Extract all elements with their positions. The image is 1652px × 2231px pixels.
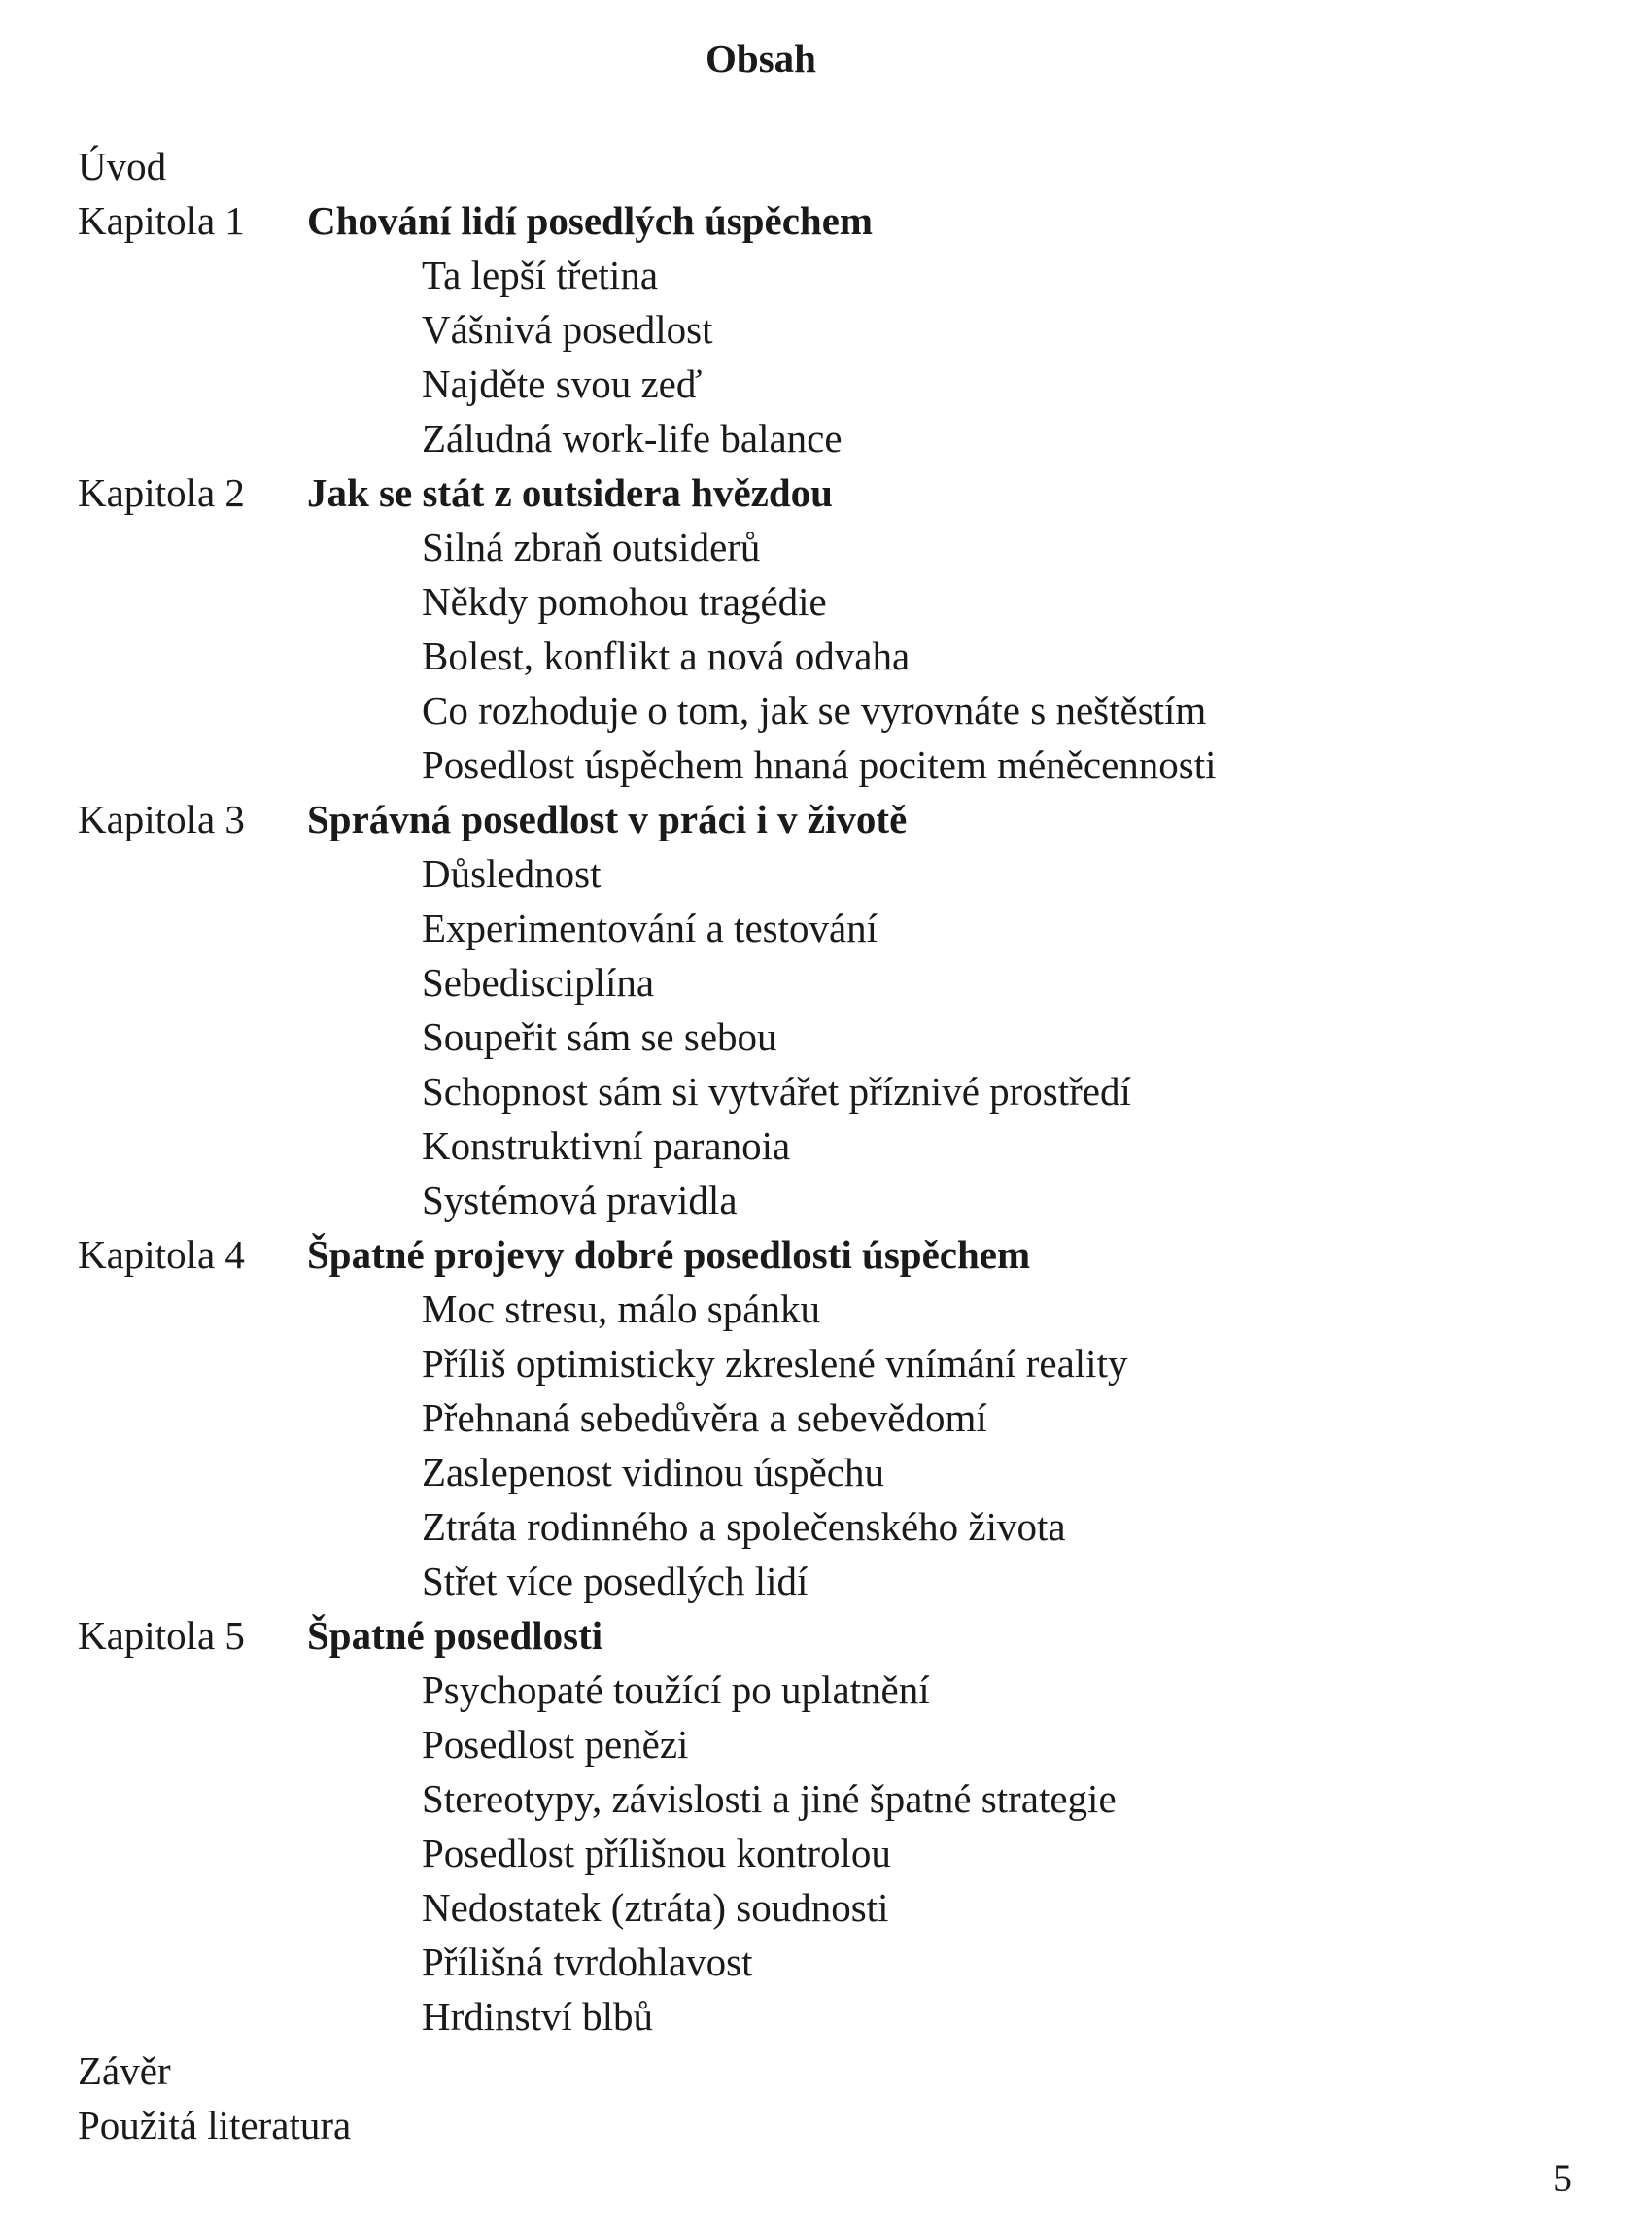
toc-section-row <box>78 1064 1535 1118</box>
toc-section-row <box>78 1663 1535 1717</box>
section-title: Moc stresu, málo spánku <box>422 1287 820 1331</box>
toc-chapter-row <box>78 1227 1535 1282</box>
toc-intro-row <box>78 139 1535 193</box>
toc-chapter-row <box>78 1608 1535 1663</box>
section-title: Důslednost <box>422 851 602 896</box>
section-title: Posedlost přílišnou kontrolou <box>422 1831 891 1875</box>
toc-section-row <box>78 1336 1535 1390</box>
section-title: Schopnost sám si vytvářet příznivé prostředí <box>422 1069 1131 1114</box>
section-title: Hrdinství blbů <box>422 1994 654 2039</box>
table-of-contents <box>78 139 1535 2152</box>
toc-chapter-row <box>78 465 1535 520</box>
page-number: 5 <box>1553 2156 1572 2200</box>
section-title: Ta lepší třetina <box>422 253 659 297</box>
toc-section-row <box>78 1717 1535 1771</box>
section-title: Konstruktivní paranoia <box>422 1123 791 1168</box>
toc-intro: Úvod <box>78 144 167 189</box>
toc-section-row <box>78 1118 1535 1173</box>
section-title: Systémová pravidla <box>422 1178 738 1222</box>
toc-section-row <box>78 1173 1535 1227</box>
section-title: Někdy pomohou tragédie <box>422 579 827 624</box>
chapter-label: Kapitola 5 <box>78 1613 245 1658</box>
toc-section-row <box>78 846 1535 901</box>
toc-chapter-row <box>78 792 1535 846</box>
toc-section-row <box>78 1390 1535 1445</box>
toc-section-row <box>78 1554 1535 1608</box>
toc-section-row <box>78 1771 1535 1826</box>
toc-section-row <box>78 738 1535 792</box>
section-title: Příliš optimisticky zkreslené vnímání reality <box>422 1341 1128 1386</box>
toc-section-row <box>78 1880 1535 1935</box>
toc-section-row <box>78 520 1535 574</box>
section-title: Vášnivá posedlost <box>422 307 713 352</box>
toc-section-row <box>78 901 1535 955</box>
section-title: Střet více posedlých lidí <box>422 1559 809 1603</box>
toc-bibliography-row <box>78 2098 1535 2152</box>
toc-section-row <box>78 629 1535 683</box>
section-title: Silná zbraň outsiderů <box>422 525 761 569</box>
chapter-title: Špatné projevy dobré posedlosti úspěchem <box>307 1232 1031 1277</box>
section-title: Co rozhoduje o tom, jak se vyrovnáte s neštěstím <box>422 688 1207 733</box>
toc-section-row <box>78 1989 1535 2043</box>
section-title: Posedlost penězi <box>422 1722 689 1767</box>
section-title: Přílišná tvrdohlavost <box>422 1939 753 1984</box>
toc-section-row <box>78 683 1535 738</box>
chapter-title: Chování lidí posedlých úspěchem <box>307 198 874 243</box>
toc-conclusion: Závěr <box>78 2048 171 2093</box>
section-title: Záludná work-life balance <box>422 416 843 461</box>
section-title: Posedlost úspěchem hnaná pocitem méněcennosti <box>422 742 1217 787</box>
section-title: Nedostatek (ztráta) soudnosti <box>422 1885 889 1930</box>
toc-section-row <box>78 1499 1535 1554</box>
toc-section-row <box>78 574 1535 629</box>
toc-section-row <box>78 1445 1535 1499</box>
toc-section-row <box>78 302 1535 357</box>
chapter-title: Správná posedlost v práci i v životě <box>307 797 908 841</box>
section-title: Zaslepenost vidinou úspěchu <box>422 1450 884 1494</box>
section-title: Ztráta rodinného a společenského života <box>422 1504 1066 1549</box>
chapter-label: Kapitola 2 <box>78 470 245 515</box>
chapter-label: Kapitola 4 <box>78 1232 245 1277</box>
toc-section-row <box>78 357 1535 411</box>
toc-section-row <box>78 1935 1535 1989</box>
chapter-label: Kapitola 3 <box>78 797 245 841</box>
section-title: Stereotypy, závislosti a jiné špatné strategie <box>422 1776 1117 1821</box>
toc-section-row <box>78 1826 1535 1880</box>
chapter-title: Jak se stát z outsidera hvězdou <box>307 470 833 515</box>
toc-conclusion-row <box>78 2043 1535 2098</box>
toc-chapter-row <box>78 193 1535 248</box>
section-title: Psychopaté toužící po uplatnění <box>422 1667 930 1712</box>
page-title: Obsah <box>706 36 816 81</box>
section-title: Najděte svou zeď <box>422 361 703 406</box>
chapter-title: Špatné posedlosti <box>307 1613 603 1658</box>
section-title: Sebedisciplína <box>422 960 655 1005</box>
section-title: Přehnaná sebedůvěra a sebevědomí <box>422 1395 987 1440</box>
section-title: Experimentování a testování <box>422 906 878 950</box>
toc-section-row <box>78 1282 1535 1336</box>
toc-section-row <box>78 411 1535 465</box>
section-title: Bolest, konflikt a nová odvaha <box>422 634 911 678</box>
chapter-label: Kapitola 1 <box>78 198 245 243</box>
toc-chapters <box>78 193 1535 2043</box>
toc-section-row <box>78 1010 1535 1064</box>
toc-section-row <box>78 955 1535 1010</box>
toc-section-row <box>78 248 1535 302</box>
section-title: Soupeřit sám se sebou <box>422 1014 777 1059</box>
toc-bibliography: Použitá literatura <box>78 2103 352 2147</box>
